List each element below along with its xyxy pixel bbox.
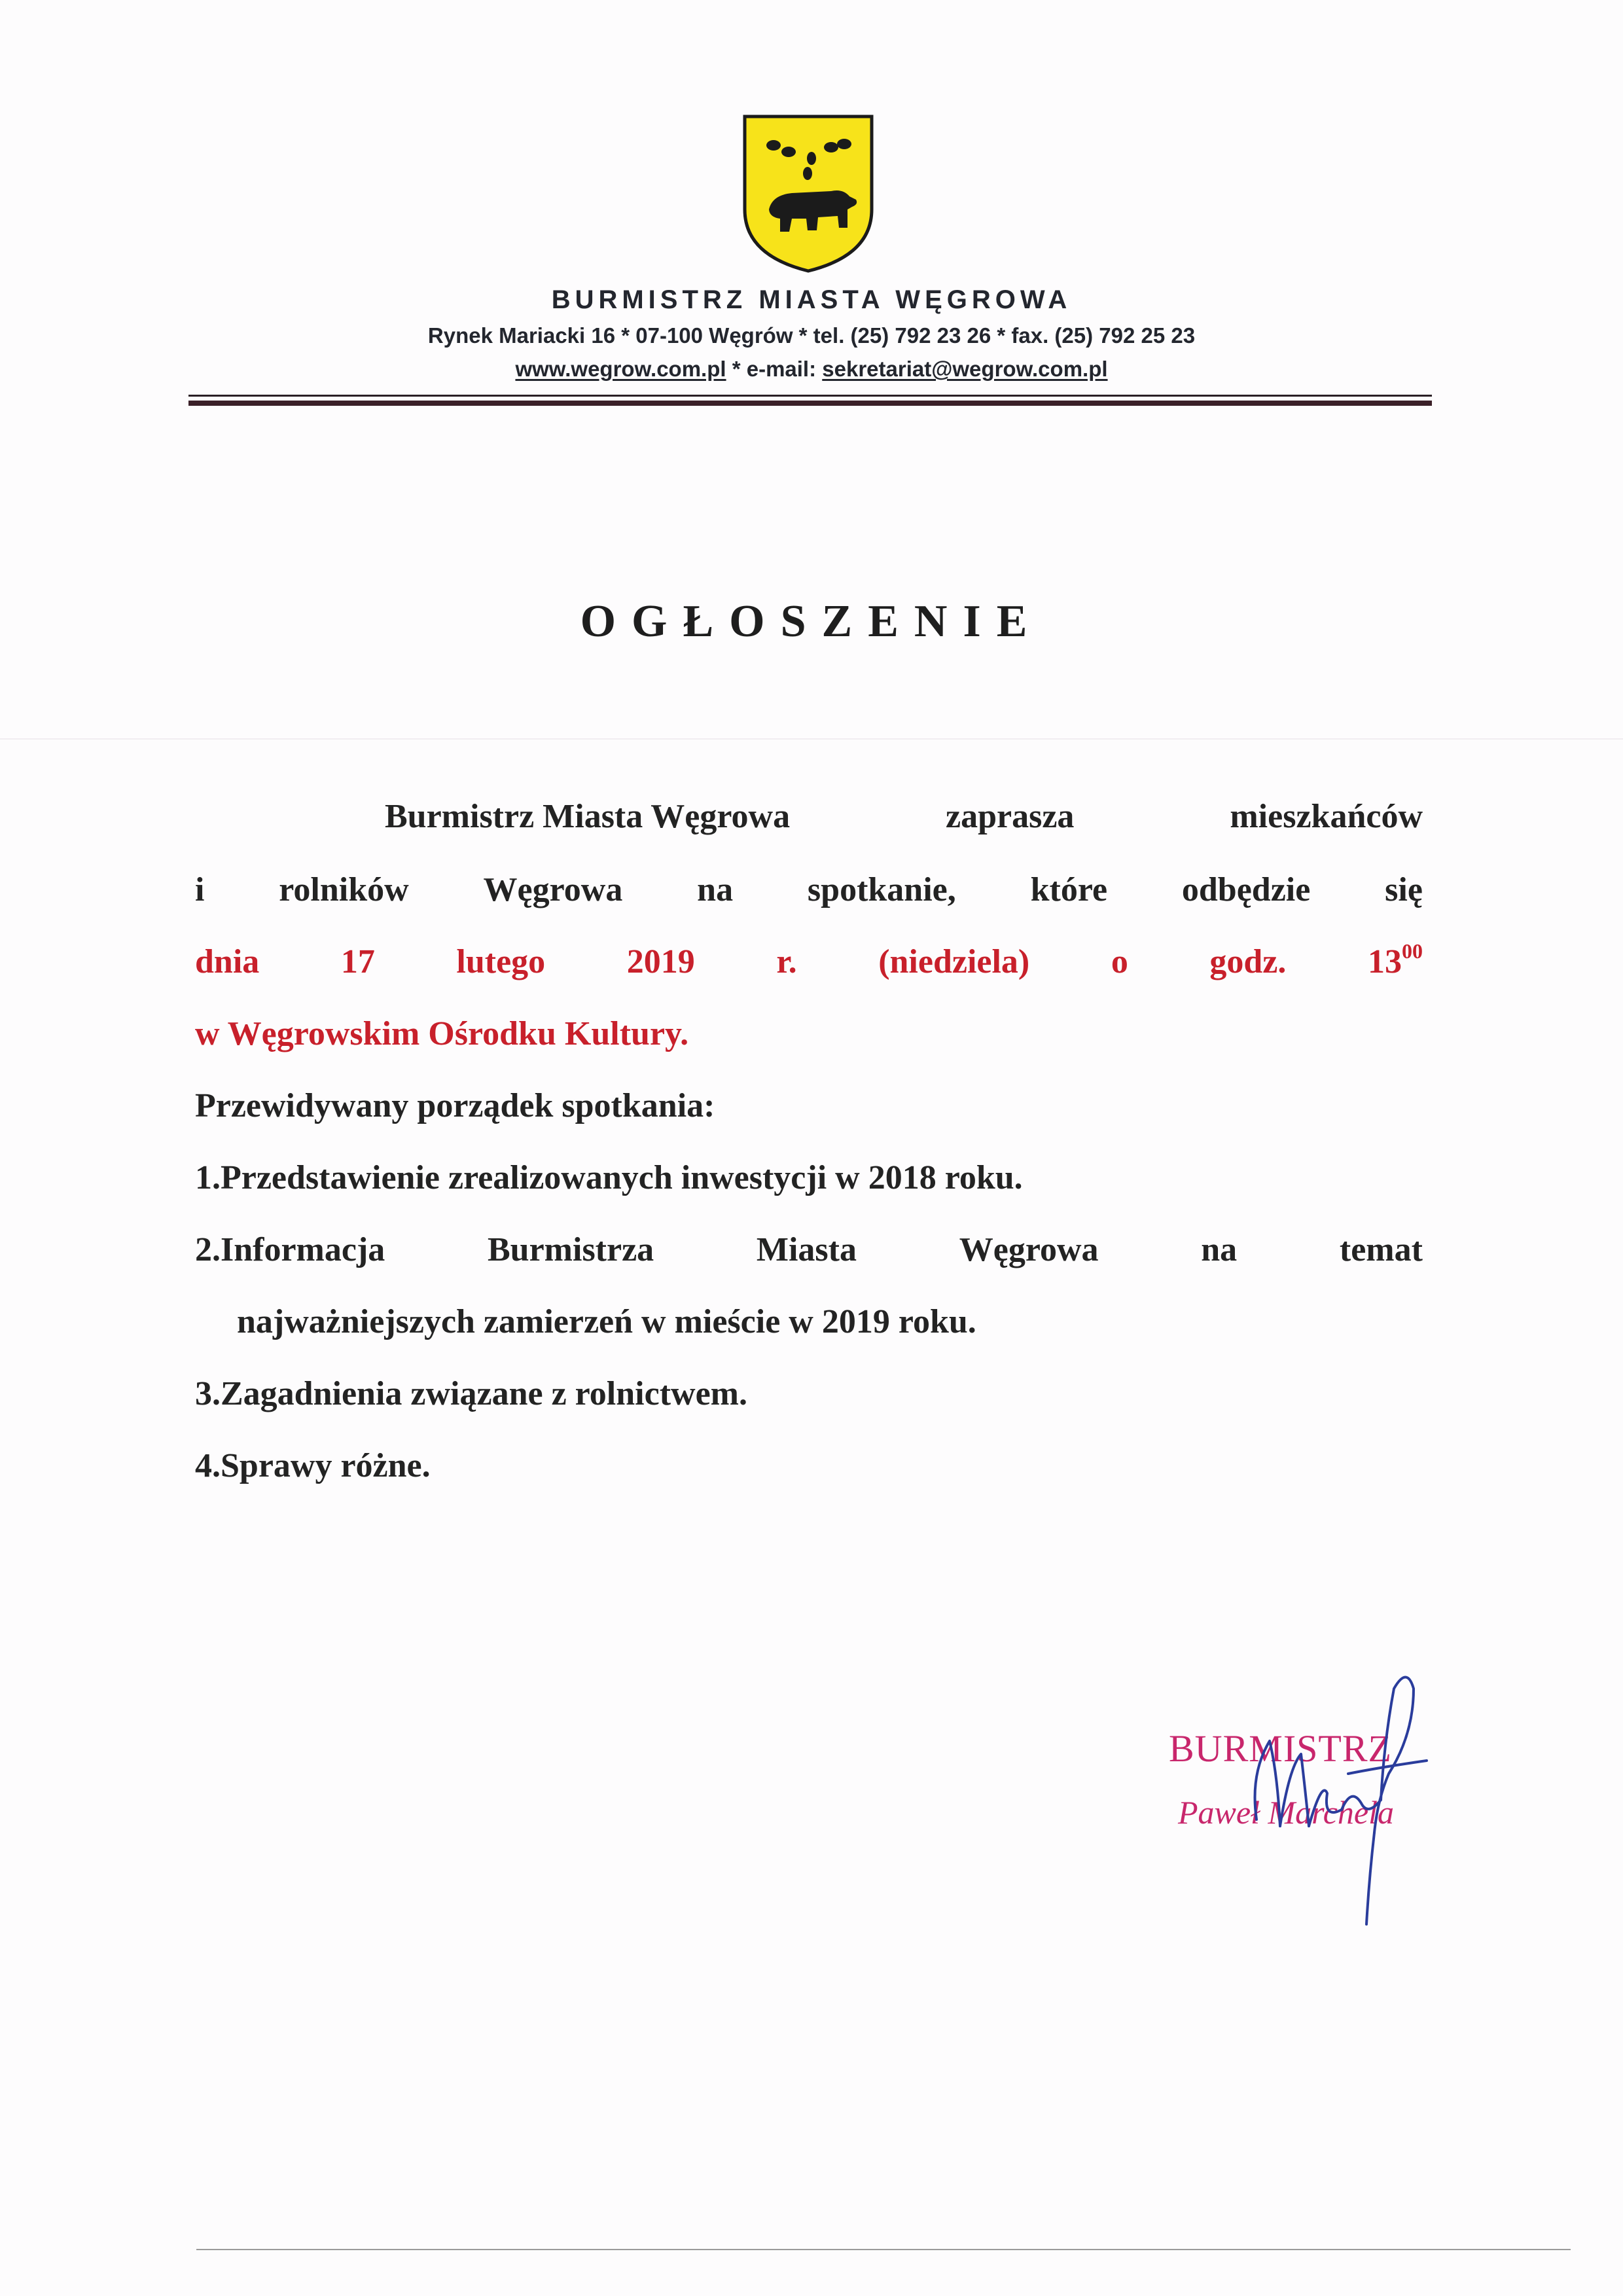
date-word: o bbox=[1111, 943, 1128, 980]
intro-word: spotkanie, bbox=[807, 871, 956, 908]
date-word: (niedziela) bbox=[878, 943, 1030, 980]
intro-word: na bbox=[697, 871, 734, 908]
coat-of-arms-bear-icon bbox=[740, 111, 877, 275]
intro-word: odbędzie bbox=[1181, 871, 1311, 908]
letterhead-title: BURMISTRZ MIASTA WĘGROWA bbox=[551, 285, 1072, 314]
intro-word: mieszkańców bbox=[1230, 798, 1423, 835]
letterhead-address: Rynek Mariacki 16 * 07-100 Węgrów * tel. (25) 792 23 26 * fax. (25) 792 25 23 bbox=[427, 323, 1196, 348]
intro-word: i bbox=[195, 871, 205, 908]
date-word: lutego bbox=[456, 943, 546, 980]
date-word: 17 bbox=[340, 943, 375, 980]
intro-word: Burmistrz Miasta Węgrowa bbox=[385, 798, 791, 835]
intro-word: się bbox=[1385, 871, 1423, 908]
time-minutes: 00 bbox=[1401, 939, 1423, 963]
agenda-word: temat bbox=[1339, 1231, 1423, 1268]
time-hour: 13 bbox=[1367, 943, 1402, 980]
date-word: dnia bbox=[195, 943, 260, 980]
letterhead-contact bbox=[0, 357, 1623, 382]
intro-word: Węgrowa bbox=[483, 871, 623, 908]
letterhead-divider bbox=[188, 395, 1432, 397]
agenda-word: Węgrowa bbox=[959, 1231, 1099, 1268]
letterhead-divider-thick bbox=[188, 401, 1432, 406]
document-heading: OGŁOSZENIE bbox=[580, 596, 1043, 647]
meeting-venue: w Węgrowskim Ośrodku Kultury. bbox=[195, 1015, 689, 1052]
signature-stamp-title: BURMISTRZ bbox=[1169, 1727, 1392, 1770]
contact-separator: * e-mail: bbox=[726, 357, 823, 381]
website-link[interactable]: www.wegrow.com.pl bbox=[515, 357, 726, 381]
page-bottom-rule bbox=[196, 2249, 1571, 2250]
meeting-time bbox=[1367, 939, 1423, 981]
agenda-word: na bbox=[1201, 1231, 1238, 1268]
agenda-title: Przewidywany porządek spotkania: bbox=[195, 1087, 715, 1124]
agenda-word: Burmistrza bbox=[488, 1231, 654, 1268]
date-word: godz. bbox=[1209, 943, 1287, 980]
scan-fold-line bbox=[0, 738, 1623, 740]
intro-line-1 bbox=[385, 797, 1423, 836]
intro-word: rolników bbox=[279, 871, 409, 908]
intro-line-2 bbox=[195, 870, 1423, 909]
agenda-word: 2.Informacja bbox=[195, 1231, 385, 1268]
agenda-item-4: 4.Sprawy różne. bbox=[195, 1447, 431, 1484]
agenda-item-1: 1.Przedstawienie zrealizowanych inwestycji w 2018 roku. bbox=[195, 1159, 1023, 1196]
agenda-item-2-continuation: najważniejszych zamierzeń w mieście w 2019 roku. bbox=[237, 1303, 976, 1340]
signature-stamp-name: Paweł Marchela bbox=[1178, 1794, 1395, 1831]
meeting-date-line bbox=[195, 939, 1423, 981]
intro-word: zaprasza bbox=[946, 798, 1075, 835]
agenda-item-2 bbox=[195, 1230, 1423, 1269]
handwritten-signature-icon bbox=[1217, 1662, 1466, 1937]
intro-word: które bbox=[1030, 871, 1108, 908]
date-word: r. bbox=[776, 943, 797, 980]
date-word: 2019 bbox=[626, 943, 695, 980]
agenda-word: Miasta bbox=[756, 1231, 857, 1268]
email-link[interactable]: sekretariat@wegrow.com.pl bbox=[822, 357, 1108, 381]
agenda-item-3: 3.Zagadnienia związane z rolnictwem. bbox=[195, 1375, 747, 1412]
